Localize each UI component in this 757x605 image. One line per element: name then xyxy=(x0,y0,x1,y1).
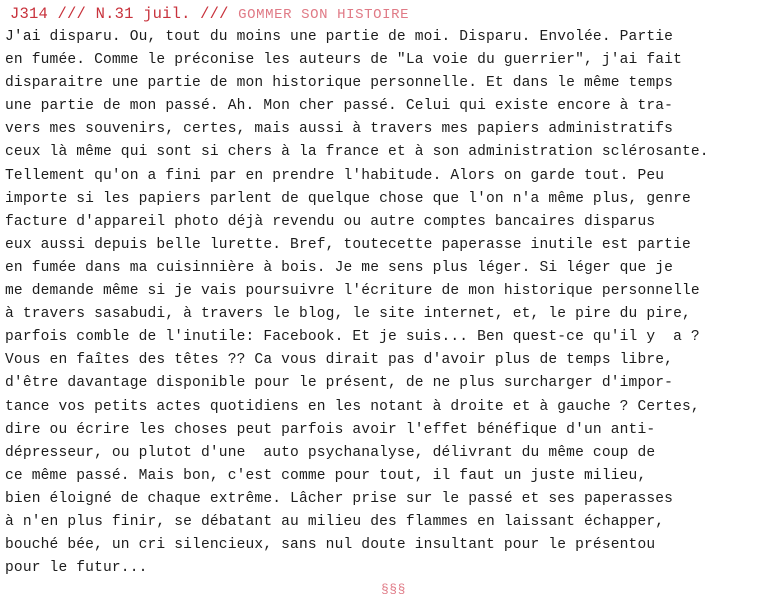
text-line: eux aussi depuis belle lurette. Bref, toutecette paperasse inutile est partie xyxy=(5,236,691,253)
text-line: une partie de mon passé. Ah. Mon cher passé. Celui qui existe encore à tra- xyxy=(5,98,674,115)
entry-reference: J314 xyxy=(10,5,49,23)
text-line: Tellement qu'on a fini par en prendre l'habitude. Alors on garde tout. Peu xyxy=(5,167,665,184)
text-line: ceux là même qui sont si chers à la france et à son administration sclérosante. xyxy=(5,144,709,161)
text-line: ce même passé. Mais bon, c'est comme pour tout, il faut un juste milieu, xyxy=(5,467,647,484)
text-line: J'ai disparu. Ou, tout du moins une partie de moi. Disparu. Envolée. Partie xyxy=(5,29,674,45)
entry-header xyxy=(10,4,409,25)
text-line: vers mes souvenirs, certes, mais aussi à travers mes papiers administratifs xyxy=(5,121,674,138)
text-line: à travers sasabudi, à travers le blog, le site internet, et, le pire du pire, xyxy=(5,306,691,323)
header-separator: /// xyxy=(200,5,229,23)
text-line: parfois comble de l'inutile: Facebook. Et je suis... Ben quest-ce qu'il y a ? xyxy=(5,329,700,346)
text-line: dire ou écrire les choses peut parfois avoir l'effet bénéfique d'un anti- xyxy=(5,421,656,438)
text-line: en fumée. Comme le préconise les auteurs de "La voie du guerrier", j'ai fait xyxy=(5,52,682,69)
entry-date: N.31 juil. xyxy=(95,5,191,23)
text-line: bouché bée, un cri silencieux, sans nul doute insultant pour le présentou xyxy=(5,537,656,554)
text-line: pour le futur... xyxy=(5,560,148,577)
entry-title: GOMMER SON HISTOIRE xyxy=(238,7,410,23)
text-line: bien éloigné de chaque extrême. Lâcher prise sur le passé et ses paperasses xyxy=(5,490,674,507)
text-line: importe si les papiers parlent de quelque chose que l'on n'a même plus, genre xyxy=(5,190,691,207)
text-line: Vous en faîtes des têtes ?? Ca vous dirait pas d'avoir plus de temps libre, xyxy=(5,352,674,369)
text-line: facture d'appareil photo déjà revendu ou autre comptes bancaires disparus xyxy=(5,213,656,230)
entry-body xyxy=(5,26,753,580)
text-line: me demande même si je vais poursuivre l'écriture de mon historique personnelle xyxy=(5,283,700,300)
text-line: en fumée dans ma cuisinnière à bois. Je me sens plus léger. Si léger que je xyxy=(5,259,674,276)
text-line: à n'en plus finir, se débatant au milieu des flammes en laissant échapper, xyxy=(5,513,665,530)
text-line: tance vos petits actes quotidiens en les notant à droite et à gauche ? Certes, xyxy=(5,398,700,415)
text-line: d'être davantage disponible pour le présent, de ne plus surcharger d'impor- xyxy=(5,375,674,392)
text-line: dépresseur, ou plutot d'une auto psychanalyse, délivrant du même coup de xyxy=(5,444,656,461)
end-mark: §§§ xyxy=(381,582,406,597)
text-line: disparaitre une partie de mon historique personnelle. Et dans le même temps xyxy=(5,75,674,92)
header-separator: /// xyxy=(57,5,87,23)
